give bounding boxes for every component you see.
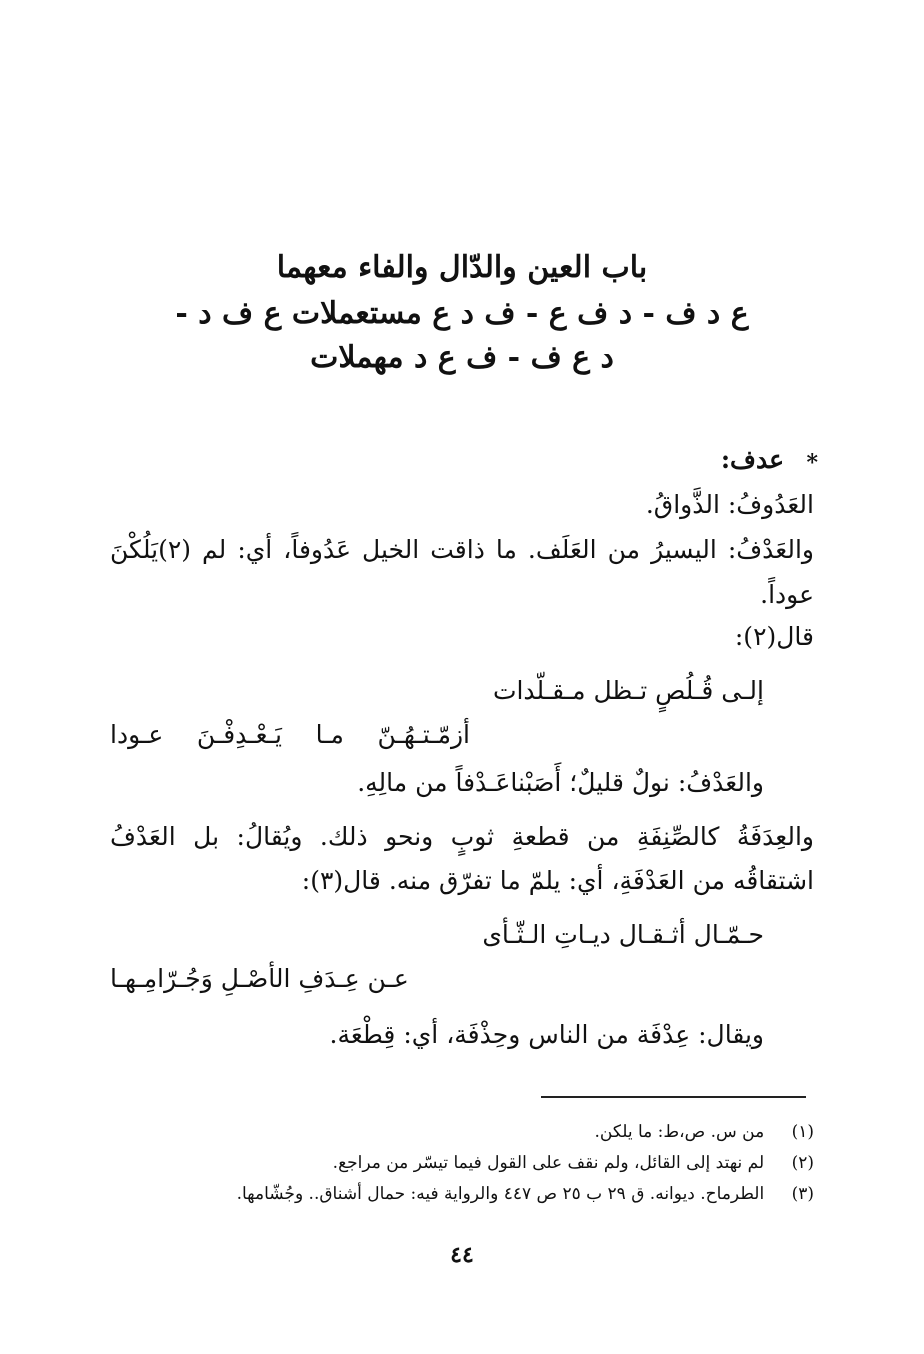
quote-intro-1: قال(٢): [734, 622, 814, 651]
footnote-text: لم نهتد إلى القائل، ولم نقف على القول فيما تيسّر من مراجع. [332, 1153, 765, 1173]
verse-1-hemistich-1: إلـى قُـلُصٍ تـظل مـقـلّدات [492, 676, 764, 705]
chapter-subtitle-used-roots: ع د ف - د ف ع - ف د ع مستعملات ع ف د - [175, 296, 749, 331]
page-number: ٤٤ [450, 1242, 474, 1268]
chapter-subtitle-unused-roots: د ع ف - ف ع د مهملات [310, 340, 614, 375]
footnote-separator [541, 1096, 806, 1098]
entry-headword: عدف: [720, 445, 784, 474]
paragraph-4-line-2: اشتقاقُه من العَدْفَةِ، أي: يلمّ ما تفرّق منه. قال(٣): [301, 866, 814, 895]
paragraph-5: ويقال: عِدْفَة من الناس وحِذْفَة، أي: قِطْعَة. [329, 1020, 764, 1049]
footnote-3 [237, 1184, 814, 1204]
verse-1-hemistich-2-text: أزمّـتـهُـنّ مـا يَـعْـدِفْـنَ عـودا [110, 720, 470, 749]
footnote-number: (٢) [791, 1153, 814, 1173]
footnote-number: (١) [791, 1122, 814, 1142]
paragraph-2-line-1: والعَدْفُ: اليسيرُ من العَلَف. ما ذاقت الخيل عَدُوفاً، أي: لم (٢)يَلُكْنَ [110, 535, 814, 564]
chapter-title: باب العين والدّال والفاء معهما [276, 250, 648, 285]
footnote-1 [594, 1122, 814, 1142]
verse-2-hemistich-1: حـمّـال أثـقـال ديـاتِ الـثّـأى [482, 920, 764, 949]
entry-marker [806, 447, 818, 476]
paragraph-2-line-2: عوداً. [760, 580, 814, 609]
asterisk-icon: * [806, 450, 818, 476]
paragraph-4-line-1: والعِدَفَةُ كالصِّنِفَةِ من قطعةِ ثوبٍ ونحو ذلك. ويُقالُ: بل العَدْفُ [110, 822, 814, 851]
footnote-text: من س. ص،ط: ما يلكن. [594, 1122, 765, 1142]
paragraph-3: والعَدْفُ: نولٌ قليلٌ؛ أَصَبْناعَـدْفاً من مالِهِ. [357, 768, 764, 797]
verse-1-hemistich-2 [110, 720, 814, 749]
footnote-number: (٣) [791, 1184, 814, 1204]
paragraph-1: العَدُوفُ: الذَّواقُ. [645, 490, 814, 519]
footnote-text: الطرماح. ديوانه. ق ٢٩ ب ٢٥ ص ٤٤٧ والرواية فيه: حمال أشناق.. وجُشّامها. [236, 1184, 765, 1204]
footnote-2 [333, 1153, 814, 1173]
verse-2-hemistich-2: عـن عِـدَفِ الأصْـلِ وَجُـرّامِـهـا [110, 964, 409, 993]
